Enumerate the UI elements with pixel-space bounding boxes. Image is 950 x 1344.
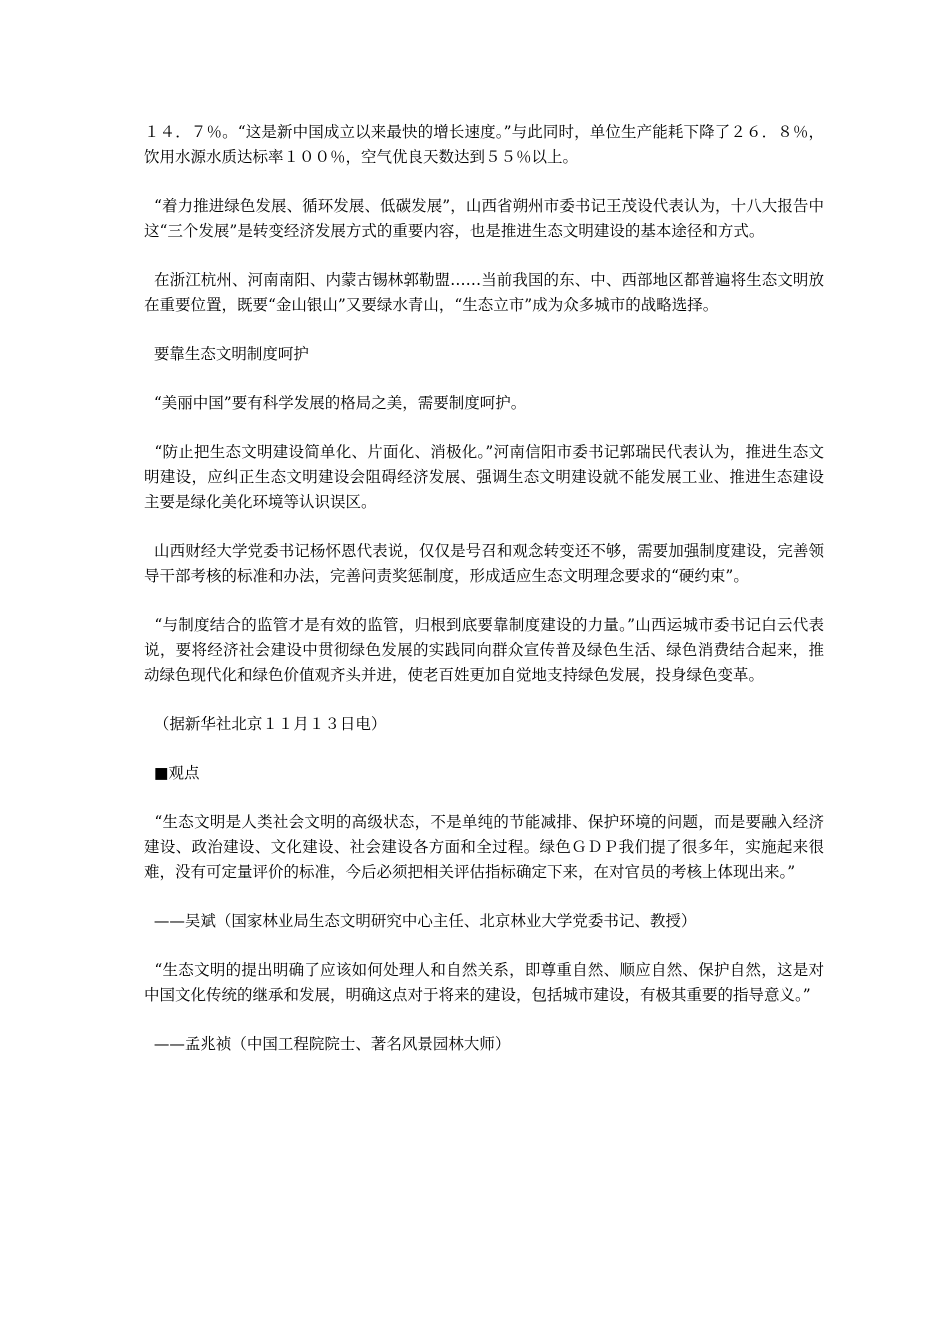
paragraph: １４．７％。“这是新中国成立以来最快的增长速度。”与此同时，单位生产能耗下降了２６．８％，饮用水源水质达标率１００％，空气优良天数达到５５％以上。 (144, 123, 824, 166)
paragraph-gap (144, 688, 824, 712)
quote-paragraph: “生态文明是人类社会文明的高级状态，不是单纯的节能减排、保护环境的问题，而是要融入经济建设、政治建设、文化建设、社会建设各方面和全过程。绿色ＧＤＰ我们提了很多年，实施起来很难，没有可定量评价的标准，今后必须把相关评估指标确定下来，在对官员的考核上体现出来。” (144, 813, 824, 881)
quote-paragraph: “生态文明的提出明确了应该如何处理人和自然关系，即尊重自然、顺应自然、保护自然，这是对中国文化传统的继承和发展，明确这点对于将来的建设，包括城市建设，有极其重要的指导意义。” (144, 961, 824, 1004)
paragraph: “美丽中国”要有科学发展的格局之美，需要制度呵护。 (144, 394, 527, 412)
paragraph-gap (144, 885, 824, 909)
section-heading: 要靠生态文明制度呵护 (144, 345, 309, 363)
paragraph: “着力推进绿色发展、循环发展、低碳发展”，山西省朔州市委书记王茂设代表认为，十八大报告中这“三个发展”是转变经济发展方式的重要内容，也是推进生态文明建设的基本途径和方式。 (144, 197, 824, 240)
document-body (144, 120, 824, 1057)
paragraph-gap (144, 515, 824, 539)
dateline: （据新华社北京１１月１３日电） (144, 715, 387, 733)
paragraph-gap (144, 737, 824, 761)
paragraph-gap (144, 1008, 824, 1032)
paragraph-gap (144, 318, 824, 342)
quote-attribution: ——吴斌（国家林业局生态文明研究中心主任、北京林业大学党委书记、教授） (144, 912, 697, 930)
paragraph: “防止把生态文明建设简单化、片面化、消极化。”河南信阳市委书记郭瑞民代表认为，推进生态文明建设，应纠正生态文明建设会阻碍经济发展、强调生态文明建设就不能发展工业、推进生态建设主要是绿化美化环境等认识误区。 (144, 443, 825, 511)
paragraph-gap (144, 170, 824, 194)
paragraph: 在浙江杭州、河南南阳、内蒙古锡林郭勒盟……当前我国的东、中、西部地区都普遍将生态文明放在重要位置，既要“金山银山”又要绿水青山，“生态立市”成为众多城市的战略选择。 (144, 271, 824, 314)
paragraph-gap (144, 786, 824, 810)
paragraph-gap (144, 934, 824, 958)
paragraph-gap (144, 367, 824, 391)
paragraph: “与制度结合的监管才是有效的监管，归根到底要靠制度建设的力量。”山西运城市委书记白云代表说，要将经济社会建设中贯彻绿色发展的实践同向群众宣传普及绿色生活、绿色消费结合起来，推动绿色现代化和绿色价值观齐头并进，使老百姓更加自觉地支持绿色发展，投身绿色变革。 (144, 616, 825, 684)
paragraph-gap (144, 416, 824, 440)
paragraph-gap (144, 244, 824, 268)
quote-attribution: ——孟兆祯（中国工程院院士、著名风景园林大师） (144, 1035, 511, 1053)
section-heading: ■观点 (144, 764, 200, 782)
paragraph-gap (144, 589, 824, 613)
paragraph: 山西财经大学党委书记杨怀恩代表说，仅仅是号召和观念转变还不够，需要加强制度建设，完善领导干部考核的标准和办法，完善问责奖惩制度，形成适应生态文明理念要求的“硬约束”。 (144, 542, 824, 585)
